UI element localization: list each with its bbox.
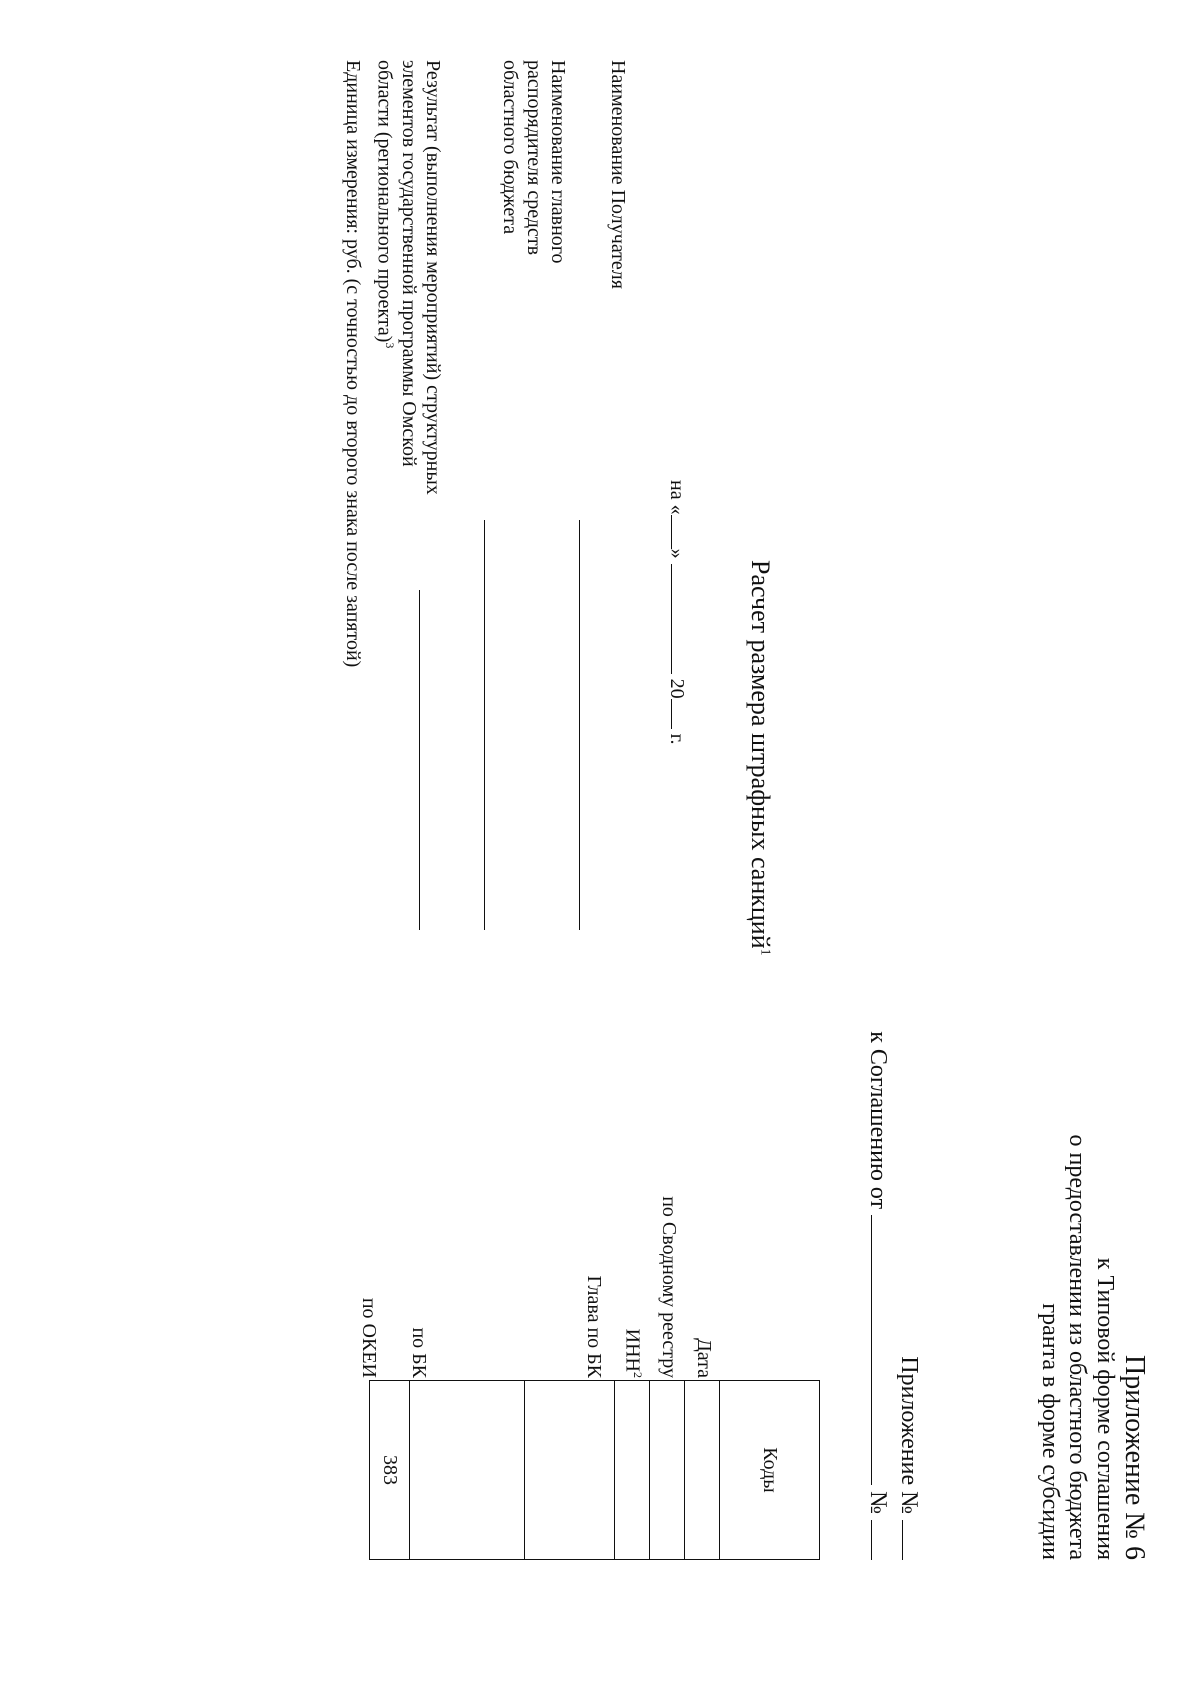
year-prefix: 20	[666, 678, 688, 699]
code-label-inn-text: ИНН	[621, 1328, 644, 1372]
code-cell-date[interactable]	[685, 1381, 720, 1560]
day-blank[interactable]	[671, 515, 690, 549]
title-footnote: 1	[757, 948, 773, 956]
manager-fill-line[interactable]	[484, 520, 485, 930]
result-label-line-1: Результат (выполнения мероприятий) структурных	[422, 60, 444, 495]
code-cell-okei: 383	[370, 1381, 410, 1560]
agreement-from-label: к Соглашению от	[865, 1031, 891, 1210]
result-label-line-3-text: области (регионального проекта)	[373, 60, 396, 343]
agreement-reference	[863, 860, 925, 1560]
code-label-chapter: Глава по БК	[583, 1275, 605, 1378]
result-footnote: 3	[383, 342, 397, 349]
agreement-number-blank[interactable]	[871, 1520, 894, 1560]
appendix-title: Приложение № 6	[1119, 1355, 1150, 1560]
appendix-line-1: к Типовой форме соглашения	[1091, 1257, 1118, 1560]
code-cell-registry[interactable]	[650, 1381, 685, 1560]
appendix-line-3: гранта в форме субсидии	[1036, 1303, 1063, 1560]
code-label-okei: по ОКЕИ	[358, 1297, 380, 1378]
code-cell-inn[interactable]	[615, 1381, 650, 1560]
code-label-registry: по Сводному реестру	[658, 1196, 680, 1378]
inn-footnote: 2	[631, 1372, 645, 1378]
year-suffix: г.	[666, 733, 688, 745]
result-label-line-3	[372, 60, 397, 495]
appendix-number-blank[interactable]	[902, 1520, 925, 1560]
codes-header: Коды	[720, 1381, 820, 1560]
appendix-line-2: о предоставлении из областного бюджета	[1064, 1134, 1091, 1560]
code-cell-chapter[interactable]	[525, 1381, 615, 1560]
document-sheet	[130, 60, 1170, 1640]
appendix-header	[1035, 860, 1150, 1560]
document-title	[745, 560, 775, 956]
manager-label-line-3: областного бюджета	[499, 60, 521, 235]
month-blank[interactable]	[671, 564, 690, 674]
manager-label-line-1: Наименование главного	[547, 60, 569, 264]
agreement-date-line	[863, 860, 894, 1560]
manager-label-line-2: распорядителя средств	[523, 60, 545, 256]
date-prefix: на «	[666, 480, 688, 515]
agreement-appendix-line	[894, 860, 925, 1560]
manager-label	[498, 60, 570, 264]
agreement-appendix-label: Приложение №	[896, 1356, 922, 1514]
document-title-text: Расчет размера штрафных санкций	[746, 560, 775, 949]
code-cell-bk[interactable]	[410, 1381, 525, 1560]
recipient-label: Наименование Получателя	[607, 60, 629, 289]
agreement-date-blank[interactable]	[871, 1215, 894, 1485]
result-label-line-2: элементов государственной программы Омской	[398, 60, 420, 467]
recipient-fill-line[interactable]	[579, 520, 580, 930]
agreement-number-sign: №	[865, 1491, 891, 1514]
result-label	[372, 60, 445, 495]
report-date-line	[665, 480, 690, 745]
date-quote-close: »	[666, 548, 688, 559]
code-label-inn	[620, 1048, 645, 1378]
result-fill-line[interactable]	[419, 590, 420, 930]
codes-table	[369, 1380, 820, 1560]
year-blank[interactable]	[671, 699, 690, 729]
code-label-bk: по БК	[408, 1327, 430, 1378]
code-label-date: Дата	[693, 1338, 715, 1378]
unit-label: Единица измерения: руб. (с точностью до второго знака после запятой)	[342, 60, 364, 668]
